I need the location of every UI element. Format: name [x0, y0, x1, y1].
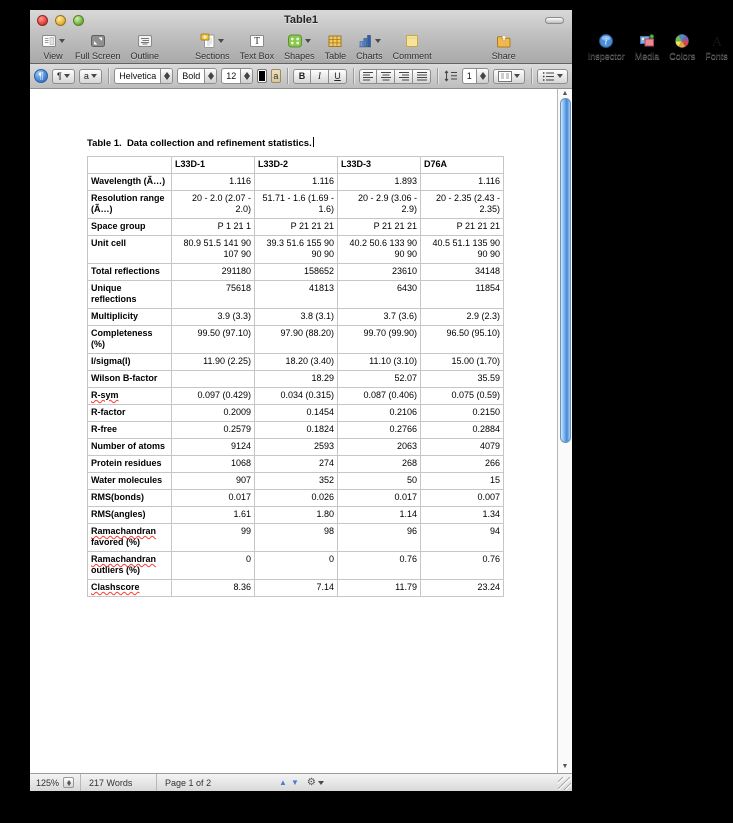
text-color-well[interactable]	[257, 69, 267, 83]
stepper-icon[interactable]	[204, 69, 216, 83]
media-icon	[639, 33, 655, 49]
align-left-button[interactable]	[359, 69, 377, 84]
word-count[interactable]: 217 Words	[89, 777, 133, 788]
table-cell[interactable]: 18.20 (3.40)	[255, 354, 338, 371]
row-label[interactable]: Unique reflections	[88, 281, 172, 309]
table-cell[interactable]: 11.79	[338, 580, 421, 597]
toolbar-group	[583, 32, 733, 61]
toolbar-toggle-button[interactable]	[545, 17, 564, 24]
table-cell[interactable]: 0.2579	[172, 422, 255, 439]
chevron-down-icon	[305, 39, 311, 43]
list-style-button[interactable]	[537, 69, 568, 84]
table-row	[88, 439, 504, 456]
full-screen-icon	[90, 33, 106, 49]
table-row	[88, 422, 504, 439]
zoom-control[interactable]	[30, 774, 80, 791]
close-button[interactable]	[37, 15, 48, 26]
text-box-icon	[249, 33, 265, 49]
toolbar-button-shapes[interactable]	[279, 32, 320, 61]
table-cell[interactable]: 291180	[172, 264, 255, 281]
table-cell[interactable]: 0.034 (0.315)	[255, 388, 338, 405]
table-cell[interactable]: 158652	[255, 264, 338, 281]
table-cell[interactable]: 20 - 2.0 (2.07 - 2.0)	[172, 191, 255, 219]
table-row	[88, 309, 504, 326]
table-cell[interactable]: 18.29	[255, 371, 338, 388]
list-icon	[542, 71, 555, 82]
toolbar-button-label: View	[43, 51, 63, 61]
table-cell[interactable]: 0.1454	[255, 405, 338, 422]
page-indicator: Page 1 of 2	[165, 777, 212, 788]
row-label[interactable]: RMS(bonds)	[88, 490, 172, 507]
table-icon	[327, 33, 343, 49]
table-cell[interactable]: 3.8 (3.1)	[255, 309, 338, 326]
table-cell[interactable]: 0.017	[172, 490, 255, 507]
toolbar-group	[487, 32, 521, 61]
align-right-icon	[398, 71, 410, 82]
font-size-select[interactable]	[221, 68, 253, 84]
table-cell[interactable]: 0.097 (0.429)	[172, 388, 255, 405]
toolbar-button-label: Comment	[392, 51, 432, 61]
table-cell[interactable]: P 21 21 21	[255, 219, 338, 236]
line-spacing-icon	[444, 70, 458, 82]
toolbar-button-table[interactable]	[320, 32, 352, 61]
fonts-icon	[709, 33, 725, 49]
table-cell[interactable]: 0.087 (0.406)	[338, 388, 421, 405]
chevron-down-icon	[514, 74, 520, 78]
table-row	[88, 580, 504, 597]
outline-icon	[137, 33, 153, 49]
minimize-button[interactable]	[55, 15, 66, 26]
row-label[interactable]: Space group	[88, 219, 172, 236]
app-window	[30, 10, 728, 790]
toolbar-button-fonts[interactable]	[700, 32, 733, 61]
table-cell[interactable]: 0.2150	[421, 405, 504, 422]
table-cell[interactable]: 3.9 (3.3)	[172, 309, 255, 326]
align-left-icon	[362, 71, 374, 82]
toolbar-button-text-box[interactable]	[235, 32, 280, 61]
toolbar-button-label: Full Screen	[75, 51, 121, 61]
inspector-icon	[598, 33, 614, 49]
toolbar-button-media[interactable]	[630, 32, 665, 61]
misspelled-word: Clashscore	[91, 582, 140, 592]
table-cell[interactable]: 11.10 (3.10)	[338, 354, 421, 371]
table-row	[88, 524, 504, 552]
table-cell[interactable]: 1.34	[421, 507, 504, 524]
table-cell[interactable]: 0.2884	[421, 422, 504, 439]
table-body	[88, 174, 504, 597]
table-cell[interactable]: 50	[338, 473, 421, 490]
toolbar-button-sections[interactable]	[190, 32, 235, 61]
table-cell[interactable]: 0.2009	[172, 405, 255, 422]
table-cell[interactable]: 0.075 (0.59)	[421, 388, 504, 405]
table-cell[interactable]: 9124	[172, 439, 255, 456]
align-center-icon	[380, 71, 392, 82]
table-cell[interactable]: 0	[172, 552, 255, 580]
zoom-stepper-icon[interactable]	[63, 777, 74, 788]
chevron-down-icon	[375, 39, 381, 43]
column-header[interactable]	[88, 157, 172, 174]
table-cell[interactable]: P 1 21 1	[172, 219, 255, 236]
table-row	[88, 552, 504, 580]
font-family-select[interactable]	[114, 68, 173, 84]
chevron-down-icon	[91, 74, 97, 78]
table-caption-text: Table 1. Data collection and refinement statistics.	[87, 138, 312, 149]
table-cell[interactable]: 40.2 50.6 133 90 90 90	[338, 236, 421, 264]
row-label[interactable]: R-free	[88, 422, 172, 439]
table-cell[interactable]: 0.76	[421, 552, 504, 580]
line-spacing-select[interactable]	[462, 68, 489, 84]
toolbar-button-full-screen[interactable]	[70, 32, 126, 61]
chevron-down-icon	[318, 781, 324, 785]
view-icon	[41, 33, 57, 49]
table-cell[interactable]: 0.1824	[255, 422, 338, 439]
scrollbar-thumb[interactable]	[560, 98, 571, 443]
row-label[interactable]: Unit cell	[88, 236, 172, 264]
charts-icon	[357, 33, 373, 49]
table-row	[88, 354, 504, 371]
svg-text:i: i	[604, 37, 608, 48]
row-label[interactable]: RMS(angles)	[88, 507, 172, 524]
table-row	[88, 219, 504, 236]
table-cell[interactable]: 2593	[255, 439, 338, 456]
table-cell[interactable]: 0.026	[255, 490, 338, 507]
table-cell[interactable]: 0.007	[421, 490, 504, 507]
table-cell[interactable]: 15.00 (1.70)	[421, 354, 504, 371]
toolbar-button-label: Media	[634, 51, 660, 61]
stepper-icon[interactable]	[476, 69, 488, 83]
row-label[interactable]: Wilson B-factor	[88, 371, 172, 388]
stepper-icon[interactable]	[240, 69, 252, 83]
table-cell[interactable]: 1.116	[421, 174, 504, 191]
font-family-value: Helvetica	[119, 71, 157, 81]
chevron-down-icon	[59, 39, 65, 43]
row-label[interactable]: Completeness (%)	[88, 326, 172, 354]
table-cell[interactable]: 8.36	[172, 580, 255, 597]
table-cell[interactable]: 20 - 2.9 (3.06 - 2.9)	[338, 191, 421, 219]
toolbar-button-label: Share	[491, 51, 516, 61]
window-title: Table1	[283, 14, 319, 26]
table-row	[88, 236, 504, 264]
comment-icon	[404, 33, 420, 49]
table-header	[88, 157, 504, 174]
toolbar-button-inspector[interactable]	[583, 32, 630, 61]
row-label[interactable]: Resolution range (Ã…)	[88, 191, 172, 219]
table-cell[interactable]: 1.116	[172, 174, 255, 191]
table-cell[interactable]: 0.2766	[338, 422, 421, 439]
stepper-icon[interactable]	[160, 69, 172, 83]
share-icon	[496, 33, 512, 49]
row-label[interactable]: Wavelength (Ã…)	[88, 174, 172, 191]
row-label[interactable]: Number of atoms	[88, 439, 172, 456]
toolbar-button-share[interactable]	[487, 32, 521, 61]
table-cell[interactable]: 51.71 - 1.6 (1.69 - 1.6)	[255, 191, 338, 219]
table-cell[interactable]: 39.3 51.6 155 90 90 90	[255, 236, 338, 264]
table-cell[interactable]: 23610	[338, 264, 421, 281]
row-label[interactable]	[88, 580, 172, 597]
table-cell[interactable]: 266	[421, 456, 504, 473]
table-cell[interactable]: 34148	[421, 264, 504, 281]
row-label[interactable]: Water molecules	[88, 473, 172, 490]
table-row	[88, 326, 504, 354]
table-cell[interactable]: 4079	[421, 439, 504, 456]
table-cell[interactable]: 7.14	[255, 580, 338, 597]
toolbar-group	[36, 32, 164, 61]
row-label[interactable]: Total reflections	[88, 264, 172, 281]
table-row	[88, 264, 504, 281]
table-cell[interactable]: 41813	[255, 281, 338, 309]
misspelled-word: R-sym	[91, 390, 119, 400]
highlight-color-well[interactable]: a	[271, 69, 281, 83]
titlebar[interactable]	[30, 10, 572, 30]
underline-button[interactable]: U	[329, 69, 347, 84]
toolbar-button-label: Colors	[669, 51, 696, 61]
char-style-glyph: a	[83, 71, 89, 81]
page-content	[87, 137, 505, 597]
table-cell[interactable]	[172, 371, 255, 388]
toolbar-group	[190, 32, 437, 61]
table-cell[interactable]: 1.893	[338, 174, 421, 191]
table-cell[interactable]: 98	[255, 524, 338, 552]
table-cell[interactable]: 96	[338, 524, 421, 552]
table-cell[interactable]: 2.9 (2.3)	[421, 309, 504, 326]
toolbar-button-comment[interactable]	[388, 32, 437, 61]
table-cell[interactable]: 11.90 (2.25)	[172, 354, 255, 371]
table-row	[88, 507, 504, 524]
table-cell[interactable]: 40.5 51.1 135 90 90 90	[421, 236, 504, 264]
bold-button[interactable]: B	[293, 69, 311, 84]
table-cell[interactable]: 268	[338, 456, 421, 473]
toolbar-button-charts[interactable]	[351, 32, 388, 61]
table-cell[interactable]: 94	[421, 524, 504, 552]
status-bar	[30, 773, 572, 791]
previous-page-button[interactable]: ▲	[279, 778, 287, 787]
toolbar-button-label: Outline	[130, 51, 160, 61]
table-cell[interactable]: 0	[255, 552, 338, 580]
table-cell[interactable]: 6430	[338, 281, 421, 309]
table-row	[88, 473, 504, 490]
table-cell[interactable]: 1.116	[255, 174, 338, 191]
table-cell[interactable]: P 21 21 21	[421, 219, 504, 236]
table-cell[interactable]: 3.7 (3.6)	[338, 309, 421, 326]
table-cell[interactable]: 0.017	[338, 490, 421, 507]
character-style-menu[interactable]	[79, 69, 102, 84]
table-row	[88, 490, 504, 507]
toolbar-button-label: Charts	[356, 51, 383, 61]
table-row	[88, 456, 504, 473]
table-cell[interactable]: 52.07	[338, 371, 421, 388]
shapes-icon	[287, 33, 303, 49]
font-style-value: Bold	[182, 71, 201, 81]
table-row	[88, 174, 504, 191]
document-area[interactable]	[30, 89, 572, 773]
column-header[interactable]: L33D-1	[172, 157, 255, 174]
toolbar-button-view[interactable]	[36, 32, 70, 61]
zoom-level-value: 125%	[36, 777, 60, 788]
column-header[interactable]: D76A	[421, 157, 504, 174]
toolbar-button-label: Sections	[195, 51, 230, 61]
align-justify-icon	[416, 71, 428, 82]
toolbar-button-outline[interactable]	[126, 32, 165, 61]
table-cell[interactable]: 907	[172, 473, 255, 490]
row-label[interactable]: I/sigma(I)	[88, 354, 172, 371]
table-cell[interactable]: 1.80	[255, 507, 338, 524]
scroll-up-arrow-icon[interactable]: ▲	[561, 90, 569, 97]
paragraph-style-icon[interactable]: ¶	[34, 69, 48, 83]
table-cell[interactable]: 80.9 51.5 141 90 107 90	[172, 236, 255, 264]
toolbar-button-label: Inspector	[587, 51, 625, 61]
table-cell[interactable]: 1068	[172, 456, 255, 473]
table-cell[interactable]: 23.24	[421, 580, 504, 597]
table-cell[interactable]: 15	[421, 473, 504, 490]
table-cell[interactable]: 20 - 2.35 (2.43 - 2.35)	[421, 191, 504, 219]
table-row	[88, 405, 504, 422]
row-label[interactable]	[88, 388, 172, 405]
table-cell[interactable]: 97.90 (88.20)	[255, 326, 338, 354]
misspelled-word: Ramachandran	[91, 554, 157, 564]
table-cell[interactable]: 0.76	[338, 552, 421, 580]
table-cell[interactable]: 99	[172, 524, 255, 552]
column-header[interactable]: L33D-3	[338, 157, 421, 174]
columns-button[interactable]	[493, 69, 525, 84]
table-cell[interactable]: P 21 21 21	[338, 219, 421, 236]
table-caption[interactable]	[87, 137, 505, 149]
table-cell[interactable]: 1.14	[338, 507, 421, 524]
chevron-down-icon	[218, 39, 224, 43]
font-size-value: 12	[226, 71, 237, 81]
svg-text:T: T	[253, 36, 260, 48]
align-justify-button[interactable]	[413, 69, 431, 84]
table-row	[88, 388, 504, 405]
align-center-button[interactable]	[377, 69, 395, 84]
window-controls	[37, 15, 84, 26]
colors-icon	[674, 33, 690, 49]
paragraph-style-menu[interactable]	[52, 69, 75, 84]
chevron-down-icon	[64, 74, 70, 78]
table-cell[interactable]: 99.50 (97.10)	[172, 326, 255, 354]
toolbar-button-label: Text Box	[239, 51, 275, 61]
toolbar-button-label: Table	[324, 51, 347, 61]
row-label[interactable]: Ramachandran favored (%)	[88, 524, 172, 552]
toolbar-button-label: Fonts	[705, 51, 728, 61]
pilcrow-glyph: ¶	[57, 71, 62, 81]
text-cursor	[313, 137, 314, 147]
format-bar	[30, 64, 572, 89]
gear-menu-button[interactable]: ⚙	[307, 777, 324, 788]
table-cell[interactable]: 35.59	[421, 371, 504, 388]
row-label[interactable]: Protein residues	[88, 456, 172, 473]
chevron-down-icon	[557, 74, 563, 78]
row-label[interactable]: R-factor	[88, 405, 172, 422]
font-style-select[interactable]	[177, 68, 217, 84]
misspelled-word: Ramachandran	[91, 526, 157, 536]
table-cell[interactable]: 0.2106	[338, 405, 421, 422]
toolbar-button-label: Shapes	[284, 51, 315, 61]
table-cell[interactable]: 99.70 (99.90)	[338, 326, 421, 354]
table-row	[88, 371, 504, 388]
table-cell[interactable]: 75618	[172, 281, 255, 309]
table-cell[interactable]: 11854	[421, 281, 504, 309]
resize-grip[interactable]	[558, 777, 571, 790]
table-cell[interactable]: 1.61	[172, 507, 255, 524]
row-label[interactable]: Multiplicity	[88, 309, 172, 326]
table-row	[88, 281, 504, 309]
table-row	[88, 191, 504, 219]
row-label[interactable]: Ramachandran outliers (%)	[88, 552, 172, 580]
toolbar-button-colors[interactable]	[664, 32, 700, 61]
data-table	[87, 156, 504, 597]
table-cell[interactable]: 274	[255, 456, 338, 473]
scroll-down-arrow-icon[interactable]: ▼	[561, 763, 569, 770]
table-header-row	[88, 157, 504, 174]
zoom-window-button[interactable]	[73, 15, 84, 26]
toolbar	[30, 30, 728, 63]
line-spacing-value: 1	[466, 71, 472, 81]
italic-button[interactable]: I	[311, 69, 329, 84]
columns-icon	[498, 71, 512, 82]
column-header[interactable]: L33D-2	[255, 157, 338, 174]
sections-icon	[200, 33, 216, 49]
svg-text:A: A	[711, 35, 722, 50]
align-right-button[interactable]	[395, 69, 413, 84]
table-cell[interactable]: 96.50 (95.10)	[421, 326, 504, 354]
table-cell[interactable]: 2063	[338, 439, 421, 456]
next-page-button[interactable]: ▼	[290, 778, 299, 787]
vertical-scrollbar[interactable]	[557, 89, 572, 773]
table-cell[interactable]: 352	[255, 473, 338, 490]
